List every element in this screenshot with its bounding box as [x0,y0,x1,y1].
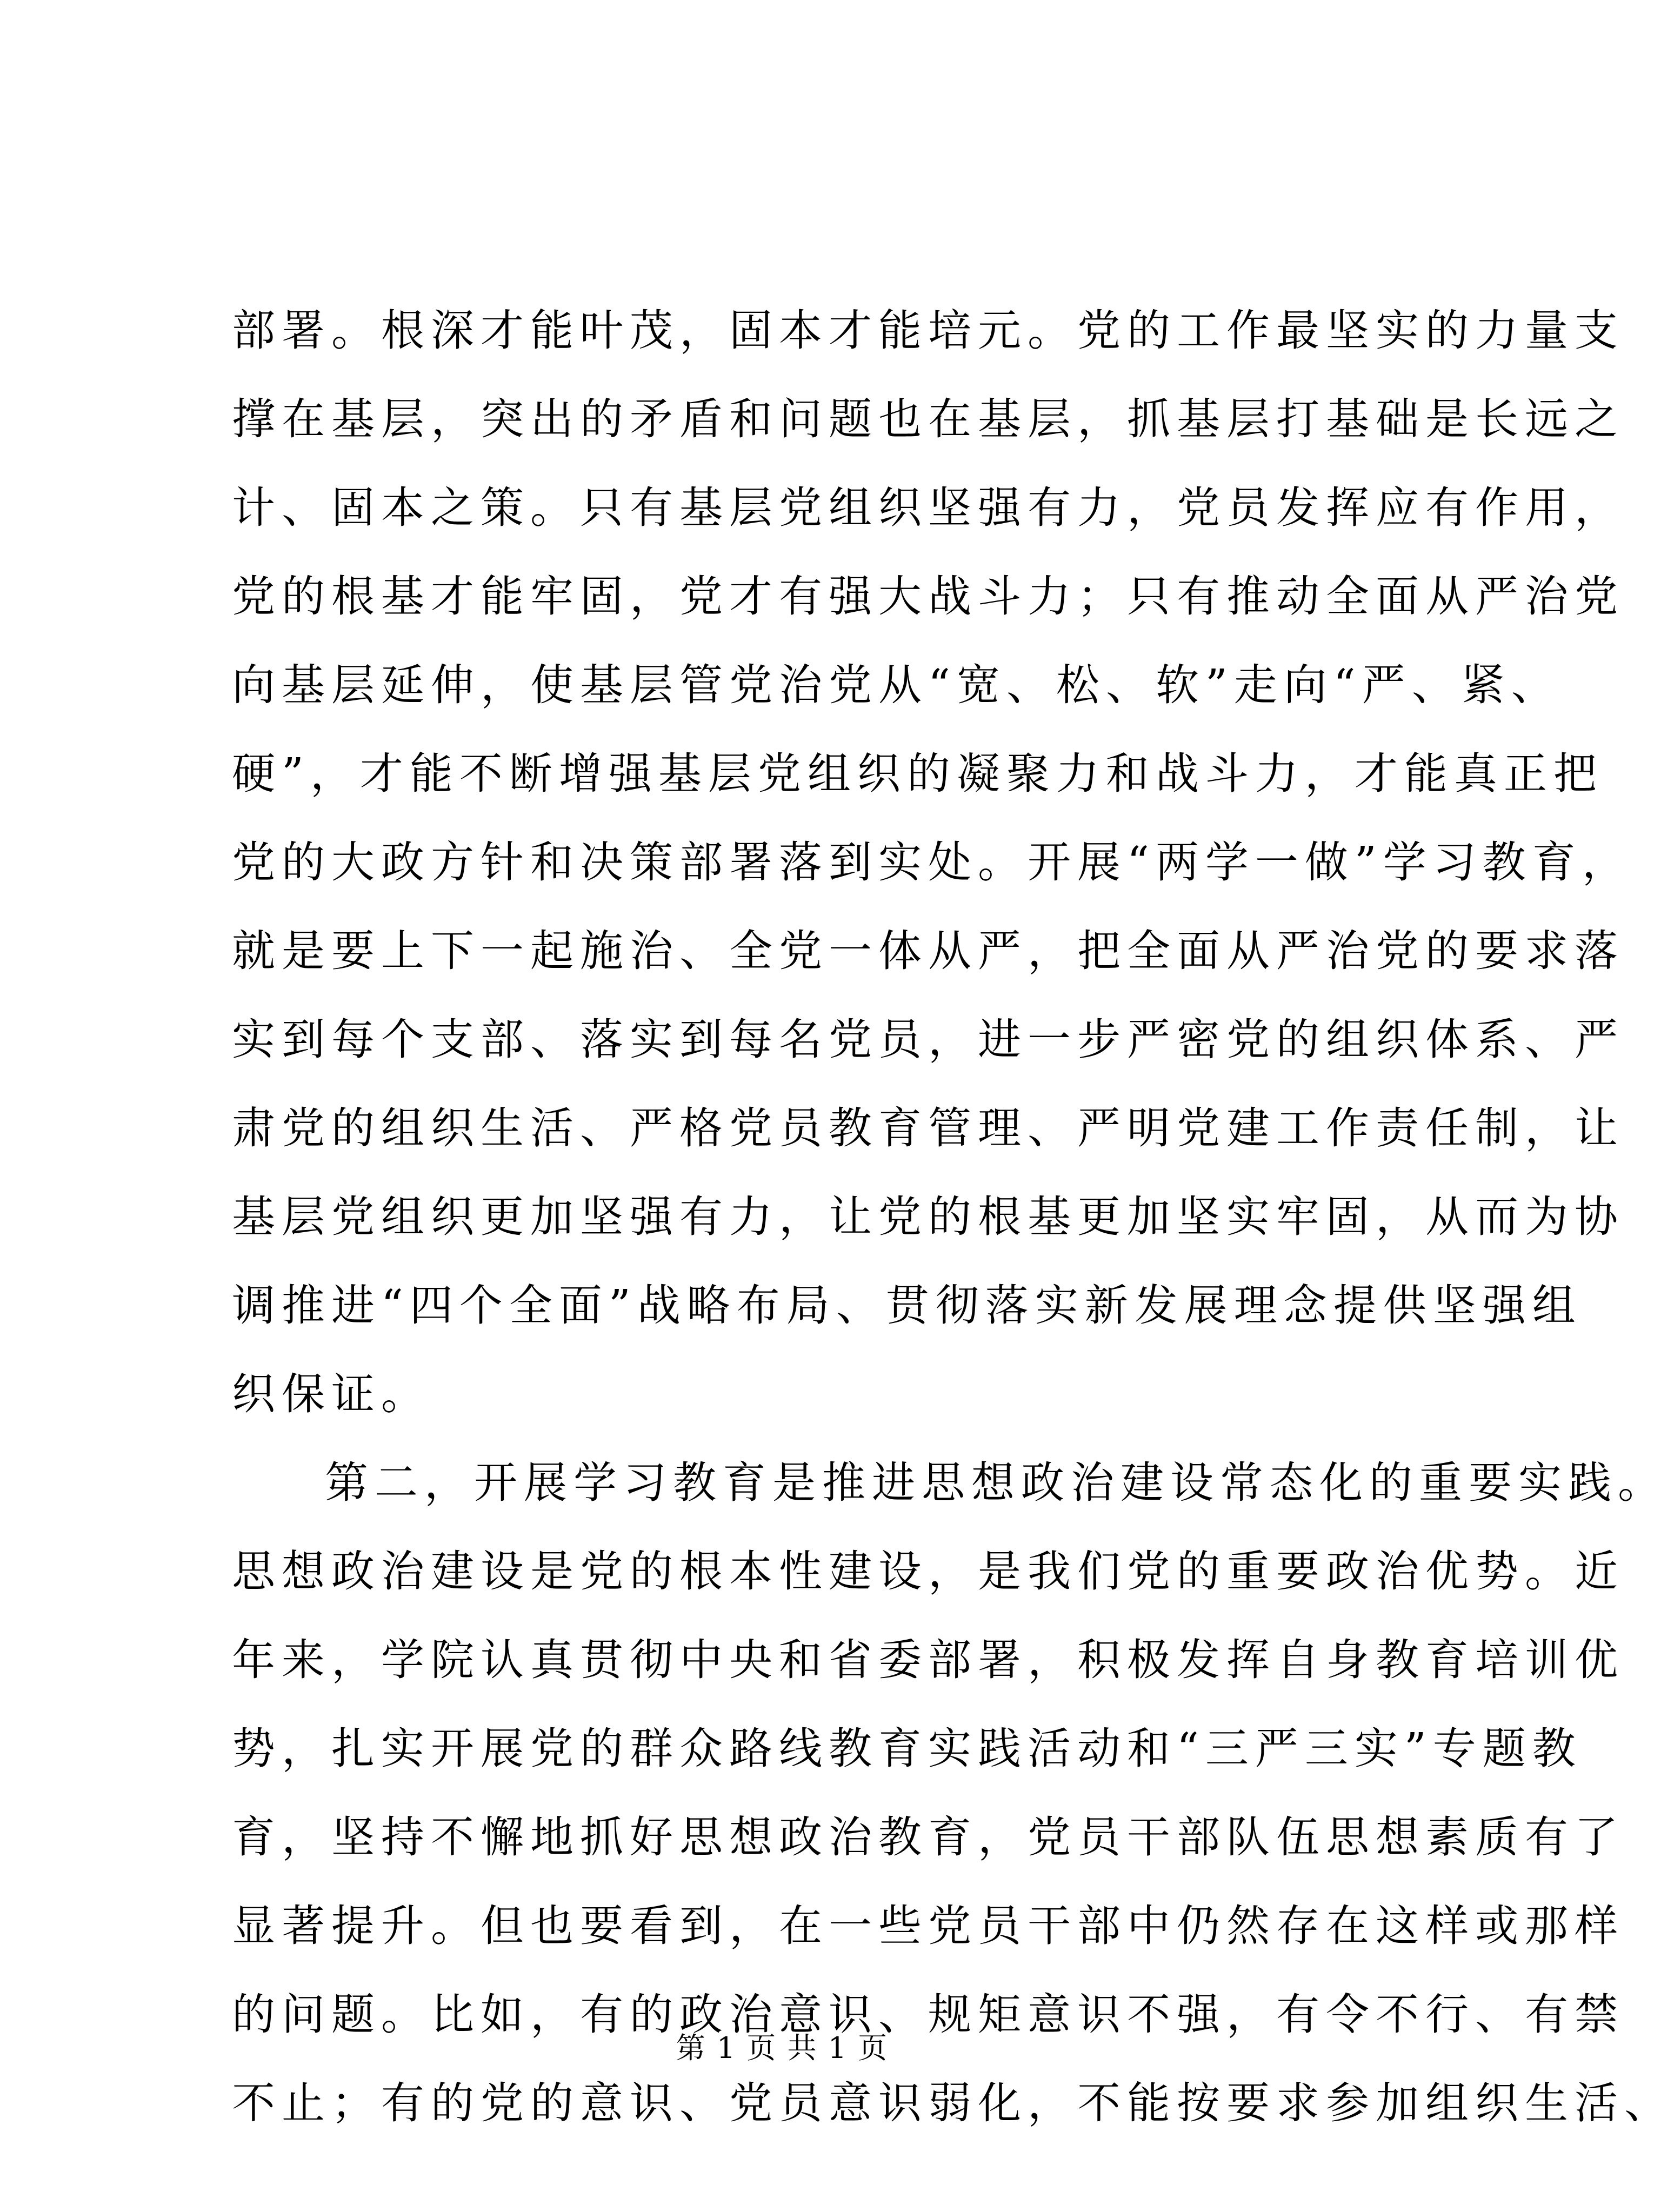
text-line: 党的根基才能牢固，党才有强大战斗力；只有推动全面从严治党 [232,571,1624,622]
text-line: 势，扎实开展党的群众路线教育实践活动和“三严三实”专题教 [232,1723,1582,1774]
text-line: 计、固本之策。只有基层党组织坚强有力，党员发挥应有作用， [232,483,1624,533]
text-line: 硬”，才能不断增强基层党组织的凝聚力和战斗力，才能真正把 [232,749,1603,799]
text-line: 部署。根深才能叶茂，固本才能培元。党的工作最坚实的力量支 [232,305,1624,356]
text-line: 织保证。 [232,1369,431,1419]
page-number-label: 第 1 页 共 1 页 [676,2031,889,2065]
text-line: 调推进“四个全面”战略布局、贯彻落实新发展理念提供坚强组 [232,1280,1582,1331]
text-line: 就是要上下一起施治、全党一体从严，把全面从严治党的要求落 [232,926,1624,976]
text-line: 党的大政方针和决策部署落到实处。开展“两学一做”学习教育， [232,837,1632,887]
text-line: 撑在基层，突出的矛盾和问题也在基层，抓基层打基础是长远之 [232,394,1624,444]
text-line: 基层党组织更加坚强有力，让党的根基更加坚实牢固，从而为协 [232,1192,1624,1242]
text-line: 的问题。比如，有的政治意识、规矩意识不强，有令不行、有禁 [232,1989,1624,2040]
text-line: 不止；有的党的意识、党员意识弱化，不能按要求参加组织生活、 [232,2078,1674,2128]
text-line: 年来，学院认真贯彻中央和省委部署，积极发挥自身教育培训优 [232,1635,1624,1685]
text-line: 育，坚持不懈地抓好思想政治教育，党员干部队伍思想素质有了 [232,1812,1624,1862]
paragraph-start-line: 第二，开展学习教育是推进思想政治建设常态化的重要实践。 [325,1458,1668,1508]
text-line: 显著提升。但也要看到，在一些党员干部中仍然存在这样或那样 [232,1901,1624,1951]
text-line: 思想政治建设是党的根本性建设，是我们党的重要政治优势。近 [232,1546,1624,1596]
page-footer [0,2029,1564,2067]
text-line: 向基层延伸，使基层管党治党从“宽、松、软”走向“严、紧、 [232,660,1561,710]
body-text [232,286,1674,2148]
text-line: 肃党的组织生活、严格党员教育管理、严明党建工作责任制，让 [232,1103,1624,1153]
text-line: 实到每个支部、落实到每名党员，进一步严密党的组织体系、严 [232,1014,1624,1065]
